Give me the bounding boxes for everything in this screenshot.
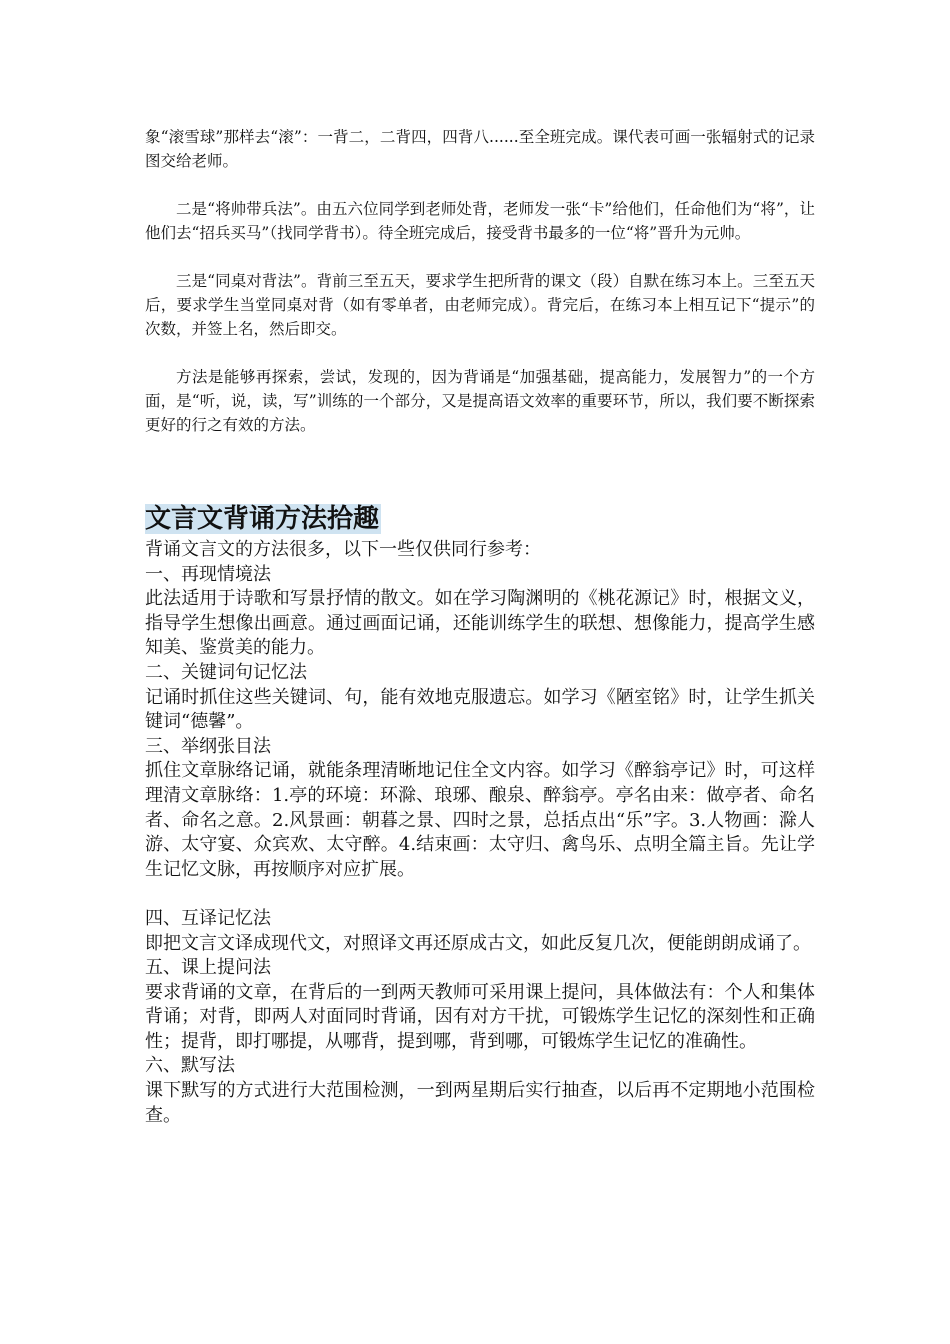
method-title: 五、课上提问法 bbox=[145, 957, 271, 979]
method-body: 记诵时抓住这些关键词、句，能有效地克服遗忘。如学习《陋室铭》时，让学生抓关键词“德馨”。 bbox=[145, 686, 815, 733]
paragraph-gap bbox=[145, 882, 815, 907]
method-body: 此法适用于诗歌和写景抒情的散文。如在学习陶渊明的《桃花源记》时，根据文义，指导学生想像出画意。通过画面记诵，还能训练学生的联想、想像能力，提高学生感知美、鉴赏美的能力。 bbox=[145, 588, 815, 659]
method-title: 三、举纲张目法 bbox=[145, 735, 271, 757]
method-body: 抓住文章脉络记诵，就能条理清晰地记住全文内容。如学习《醉翁亭记》时，可这样理清文章脉络：1.亭的环境：环滁、琅琊、酿泉、醉翁亭。亭名由来：做亭者、命名者、命名之意。2.风景画：朝暮之景、四时之景，总括点出“乐”字。3.人物画：滁人游、太守宴、众宾欢、太守醉。4.结束画：太守归、禽鸟乐、点明全篇主旨。先让学生记忆文脉，再按顺序对应扩展。 bbox=[145, 760, 815, 880]
method-title: 二、关键词句记忆法 bbox=[145, 661, 307, 683]
top-section bbox=[145, 125, 815, 437]
method-body: 要求背诵的文章，在背后的一到两天教师可采用课上提问，具体做法有：个人和集体背诵；对背，即两人对面同时背诵，因有对方干扰，可锻炼学生记忆的深刻性和正确性；提背，即打哪提，从哪背，提到哪，背到哪，可锻炼学生记忆的准确性。 bbox=[145, 981, 815, 1052]
paragraph-conclusion: 方法是能够再探索，尝试，发现的，因为背诵是“加强基础，提高能力，发展智力”的一个方面，是“听，说，读，写”训练的一个部分，又是提高语文效率的重要环节，所以，我们要不断探索更好的行之有效的方法。 bbox=[145, 368, 815, 434]
method-body: 即把文言文译成现代文，对照译文再还原成古文，如此反复几次，便能朗朗成诵了。 bbox=[145, 932, 811, 954]
method-title: 四、互译记忆法 bbox=[145, 907, 271, 929]
document-page bbox=[145, 0, 815, 1128]
section-title: 文言文背诵方法拾趣 bbox=[145, 504, 380, 534]
paragraph-deskmate-method: 三是“同桌对背法”。背前三至五天，要求学生把所背的课文（段）自默在练习本上。三至五天后，要求学生当堂同桌对背（如有零单者，由老师完成）。背完后，在练习本上相互记下“提示”的次数，并签上名，然后即交。 bbox=[145, 272, 815, 338]
paragraph-general-method: 二是“将帅带兵法”。由五六位同学到老师处背，老师发一张“卡”给他们，任命他们为“将”，让他们去“招兵买马”（找同学背书）。待全班完成后，接受背书最多的一位“将”晋升为元帅。 bbox=[145, 200, 815, 242]
method-body: 课下默写的方式进行大范围检测，一到两星期后实行抽查，以后再不定期地小范围检查。 bbox=[145, 1080, 815, 1126]
method-title: 六、默写法 bbox=[145, 1055, 235, 1077]
methods-section bbox=[145, 538, 815, 1128]
paragraph-snowball: 象“滚雪球”那样去“滚”：一背二，二背四，四背八......至全班完成。课代表可画一张辐射式的记录图交给老师。 bbox=[145, 128, 815, 170]
intro-text: 背诵文言文的方法很多，以下一些仅供同行参考： bbox=[145, 539, 541, 560]
method-title: 一、再现情境法 bbox=[145, 563, 271, 585]
